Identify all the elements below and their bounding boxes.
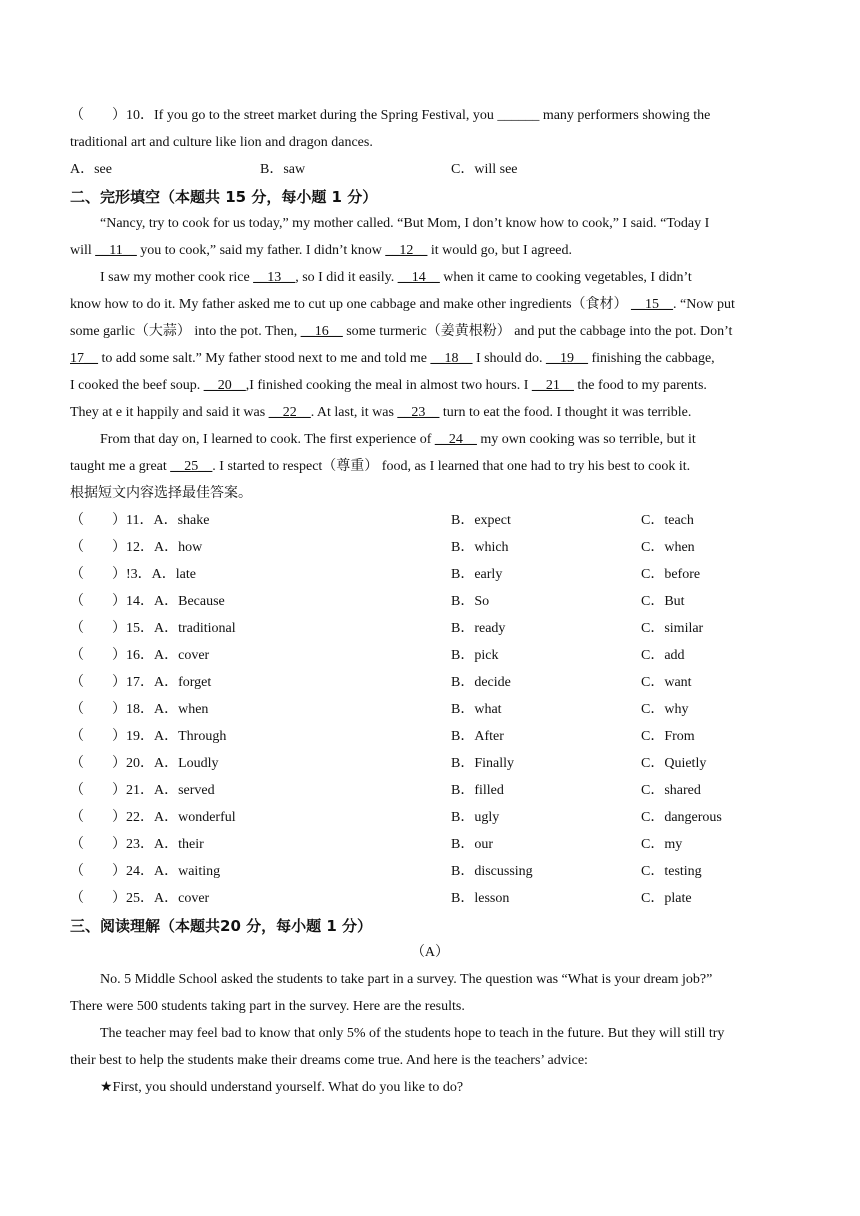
blank: __21__ xyxy=(531,378,574,393)
option-row: （ ）22．A．wonderful B．ugly C．dangerous xyxy=(70,810,722,825)
option-row: （ ）20．A．Loudly B．Finally C．Quietly xyxy=(70,756,707,771)
option-row: （ ）12．A．how B．which C．when xyxy=(70,540,695,555)
passage-line: From that day on, I learned to cook. The first experience of __24__ my own cooking was so terrible, but it xyxy=(100,432,696,447)
blank: __16__ xyxy=(300,324,343,339)
instruction-text: 根据短文内容选择最佳答案。 xyxy=(70,486,252,501)
option-row: （ ）24．A．waiting B．discussing C．testing xyxy=(70,864,702,879)
passage-line: know how to do it. My father asked me to cut up one cabbage and make other ingredients（食材） __15__. “Now put xyxy=(70,297,735,312)
section-heading-reading: 三、阅读理解（本题共20 分，每小题 1 分） xyxy=(70,917,372,935)
blank: __23__ xyxy=(397,405,440,420)
passage-line: The teacher may feel bad to know that only 5% of the students hope to teach in the future. But they will still try xyxy=(100,1026,725,1041)
option-b: B．saw xyxy=(260,162,306,177)
blank: __24__ xyxy=(434,432,477,447)
blank: __13__ xyxy=(253,270,296,285)
question-10-stem-cont: traditional art and culture like lion and dragon dances. xyxy=(70,135,373,150)
blank: __19__ xyxy=(545,351,588,366)
blank: __18__ xyxy=(430,351,473,366)
option-row: （ ）14．A．Because B．So C．But xyxy=(70,594,685,609)
option-row: （ ）!3．A．late B．early C．before xyxy=(70,567,701,582)
blank: __14__ xyxy=(397,270,440,285)
passage-line: There were 500 students taking part in the survey. Here are the results. xyxy=(70,999,465,1014)
passage-line: They at e it happily and said it was __22__. At last, it was __23__ turn to eat the food. I thought it was terrible. xyxy=(70,405,692,420)
option-row: （ ）16．A．cover B．pick C．add xyxy=(70,648,685,663)
option-a: A．see xyxy=(70,162,112,177)
option-row: （ ）11．A．shake B．expect C．teach xyxy=(70,513,694,528)
passage-line: will __11__ you to cook,” said my father. I didn’t know __12__ it would go, but I agreed. xyxy=(70,243,572,258)
option-row: （ ）15．A．traditional B．ready C．similar xyxy=(70,621,704,636)
passage-line: “Nancy, try to cook for us today,” my mother called. “But Mom, I don’t know how to cook,” I said. “Today I xyxy=(100,216,710,231)
blank: __20__ xyxy=(203,378,246,393)
option-row: （ ）25．A．cover B．lesson C．plate xyxy=(70,891,692,906)
question-10-stem: （ ）10．If you go to the street market during the Spring Festival, you ______ many performers showing the xyxy=(70,108,711,123)
question-10-options xyxy=(70,160,830,180)
passage-line: I saw my mother cook rice __13__, so I did it easily. __14__ when it came to cooking vegetables, I didn’t xyxy=(100,270,692,285)
blank: __12__ xyxy=(385,243,428,258)
option-row: （ ）17．A．forget B．decide C．want xyxy=(70,675,692,690)
advice-item: ★First, you should understand yourself. What do you like to do? xyxy=(100,1080,464,1095)
option-row: （ ）18．A．when B．what C．why xyxy=(70,702,689,717)
passage-label: （A） xyxy=(410,945,450,960)
section-heading-cloze: 二、完形填空（本题共 15 分，每小题 1 分） xyxy=(70,188,378,206)
passage-line: taught me a great __25__. I started to respect（尊重） food, as I learned that one had to try his best to cook it. xyxy=(70,459,691,474)
option-c: C．will see xyxy=(451,162,518,177)
passage-line: I cooked the beef soup. __20__,I finished cooking the meal in almost two hours. I __21__ the food to my parents. xyxy=(70,378,707,393)
passage-line: No. 5 Middle School asked the students to take part in a survey. The question was “What is your dream job?” xyxy=(100,972,713,987)
blank: __11__ xyxy=(95,243,137,258)
blank: __22__ xyxy=(268,405,311,420)
blank: 17__ xyxy=(70,351,98,366)
passage-line: their best to help the students make their dreams come true. And here is the teachers’ advice: xyxy=(70,1053,588,1068)
option-row: （ ）19．A．Through B．After C．From xyxy=(70,729,695,744)
blank: __15__ xyxy=(631,297,674,312)
passage-line: some garlic（大蒜） into the pot. Then, __16__ some turmeric（姜黄根粉） and put the cabbage into the pot. Don’t xyxy=(70,324,733,339)
option-row: （ ）23．A．their B．our C．my xyxy=(70,837,683,852)
option-row: （ ）21．A．served B．filled C．shared xyxy=(70,783,701,798)
passage-line: 17__ to add some salt.” My father stood next to me and told me __18__ I should do. __19__ finishing the cabbage, xyxy=(70,351,715,366)
blank: __25__ xyxy=(170,459,213,474)
